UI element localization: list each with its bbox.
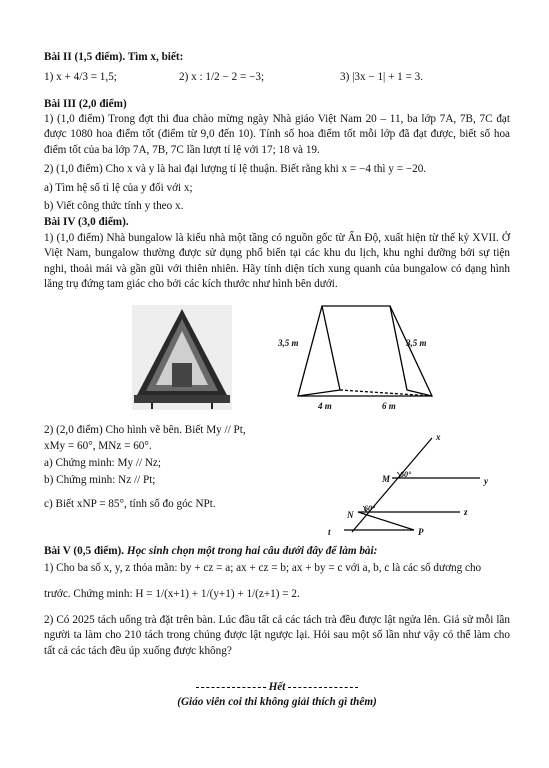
b4-p2-angles: xMy = 60°, MNz = 60°. (44, 440, 152, 452)
b4-p2a: a) Chứng minh: My // Nz; (44, 457, 161, 469)
fig-t: t (328, 527, 331, 537)
eq2: 2) x : 1/2 − 2 = −3; (179, 71, 265, 83)
fig-a60-1: 60° (400, 470, 412, 479)
b5-p2: 2) Có 2025 tách uống trà đặt trên bàn. Lúc đầu tất cả các tách trà đều được lật ngửa lên. Giả sử mỗi lần người ta làm cho 210 tách trong chúng được lật ngược lại. Hỏi sau một số lần như vậy có thể làm cho tất cả các tách đều úp xuống được không? (44, 614, 510, 657)
dim-6: 6 m (382, 401, 396, 411)
fig-x: x (436, 432, 441, 442)
b3-heading: Bài III (2,0 điểm) (44, 98, 127, 110)
angle-figure (310, 432, 510, 542)
b3-p2: 2) (1,0 điểm) Cho x và y là hai đại lượng tỉ lệ thuận. Biết rằng khi x = −4 thì y = −20. (44, 163, 427, 175)
end-note: (Giáo viên coi thi không giải thích gì thêm) (177, 696, 377, 708)
bungalow-photo (132, 305, 232, 410)
b4-p2c: c) Biết xNP = 85°, tính số đo góc NPt. (44, 498, 216, 510)
fig-y: y (484, 476, 488, 486)
b2-equations (44, 70, 510, 92)
b4-p2: 2) (2,0 điểm) Cho hình vẽ bên. Biết My // Pt, (44, 424, 246, 436)
fig-M: M (382, 474, 391, 484)
b5-p1: 1) Cho ba số x, y, z thỏa mãn: by + cz = a; ax + cz = b; ax + by = c với a, b, c là các số dương cho (44, 562, 482, 574)
b3-p2b: b) Viết công thức tính y theo x. (44, 200, 184, 212)
b3-p1: 1) (1,0 điểm) Trong đợt thi đua chào mừng ngày Nhà giáo Việt Nam 20 – 11, ba lớp 7A, 7B, 7C đạt được 1080 hoa điểm tốt (điểm từ 9,0 đến 10). Tính số hoa điểm tốt mỗi lớp đã đạt được, biết số hoa điểm tốt của ba lớp 7A, 7B, 7C lần lượt tỉ lệ với 17; 18 và 19. (44, 113, 510, 156)
eq1: 1) x + 4/3 = 1,5; (44, 71, 117, 83)
fig-a60-2: 60° (364, 504, 376, 513)
dim-right: 3,5 m (406, 338, 427, 348)
b3-p2a: a) Tìm hệ số tỉ lệ của y đối với x; (44, 182, 193, 194)
b5-heading-rest: Học sinh chọn một trong hai câu dưới đây để làm bài: (126, 545, 378, 557)
prism-diagram (292, 298, 442, 410)
dim-4: 4 m (318, 401, 332, 411)
b4-p2b: b) Chứng minh: Nz // Pt; (44, 474, 156, 486)
fig-N: N (347, 510, 354, 520)
dim-left: 3,5 m (278, 338, 299, 348)
eq3: 3) |3x − 1| + 1 = 3. (340, 71, 424, 83)
end-het-row (44, 680, 510, 695)
b5-p1b: trước. Chứng minh: H = 1/(x+1) + 1/(y+1) + 1/(z+1) = 2. (44, 588, 300, 600)
het-text: Hết (268, 681, 286, 693)
b5-heading: Bài V (0,5 điểm). (44, 545, 125, 557)
b4-heading: Bài IV (3,0 điểm). (44, 216, 129, 228)
fig-z: z (464, 507, 468, 517)
b5-heading-row (44, 544, 510, 559)
b4-p1: 1) (1,0 điểm) Nhà bungalow là kiểu nhà một tầng có nguồn gốc từ Ấn Độ, xuất hiện từ thế kỷ XVII. Ở Việt Nam, bungalow thường được sử dụng phổ biến tại các khu du lịch, khu nghỉ dưỡng bởi sự tiện nghi, thoải mái và gần gũi với thiên nhiên. Hãy tính diện tích xung quanh của bungalow có dạng hình lăng trụ đứng tam giác cho bởi các kích thước như hình bên dưới. (44, 232, 510, 291)
b2-heading: Bài II (1,5 điểm). Tìm x, biết: (44, 51, 184, 63)
fig-P: P (418, 527, 424, 537)
